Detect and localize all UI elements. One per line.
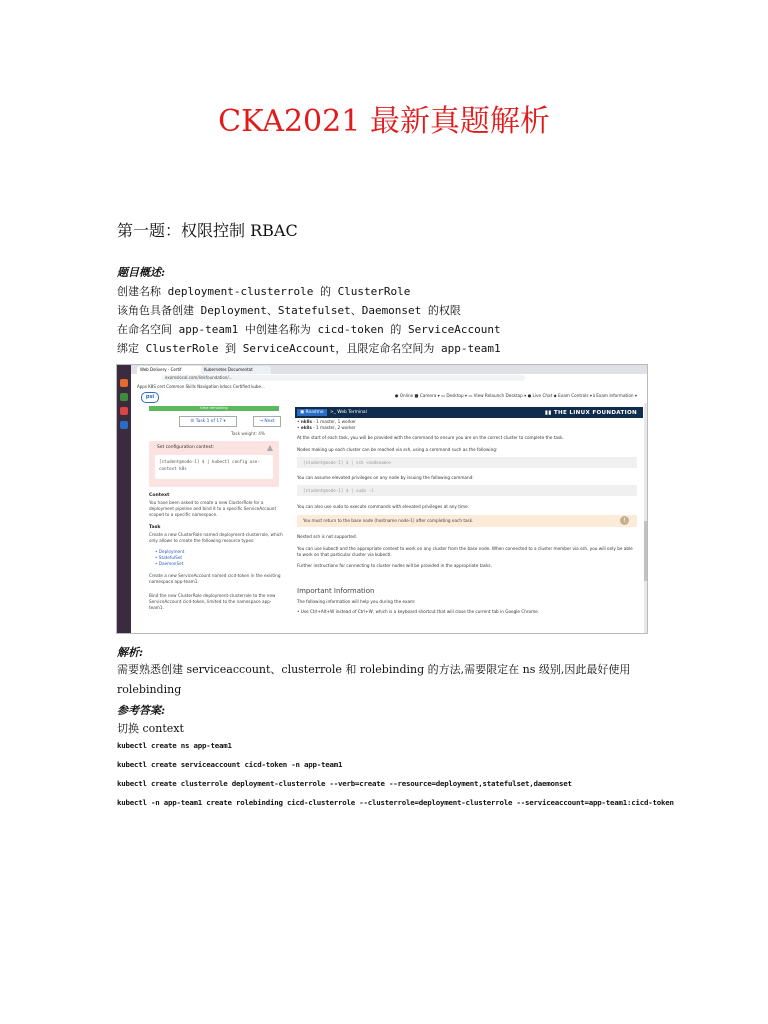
browser-tab-2: Kubernetes Documentat: [201, 366, 271, 374]
rp-text-1: At the start of each task, you will be provided with the command to ensure you are on the correct cluster to complete the task.: [297, 435, 564, 440]
context-heading: Context: [149, 493, 170, 498]
task-item-1: • Deployment: [155, 549, 185, 554]
rp-text-7: Further instructions for connecting to cluster nodes will be provided in the appropriate tasks.: [297, 563, 492, 568]
important-heading: Important Information: [297, 587, 375, 595]
task-item-2: • StatefulSet: [155, 555, 183, 560]
url-field: examslocal.com/linkfoundation/...: [161, 375, 525, 381]
command-3: kubectl create clusterrole deployment-clusterrole --verb=create --resource=deployment,statefulset,daemonset: [117, 779, 572, 788]
command-1: kubectl create ns app-team1: [117, 741, 232, 750]
page-title: CKA2021 最新真题解析: [218, 104, 550, 139]
bookmarks-bar: Apps K8S cert Common Skills Navigation kdocs Certified kube...: [131, 383, 647, 391]
exam-tools: ● Online ■ Camera ▾ ▭ Desktop ▾ ▭ View Relaunch Desktop ▾ ● Live Chat ◆ Exam Controls ▾ ℹ Exam Information ▾: [394, 393, 637, 398]
scroll-thumb: [644, 521, 647, 581]
linux-foundation-logo: ▮▮ THE LINUX FOUNDATION: [544, 410, 637, 416]
rp-text-8: The following information will help you during the exam:: [297, 599, 416, 604]
browser-tabs: [131, 365, 647, 374]
analysis-text: 需要熟悉创建 serviceaccount、clusterrole 和 rolebinding 的方法,需要限定在 ns 级别,因此最好使用 rolebinding: [117, 663, 631, 696]
ubuntu-icon: [120, 379, 128, 387]
task-selector: ☰ Task 1 of 17 ▾: [179, 416, 237, 427]
task-text: Create a new ClusterRole named deployment-clusterrole, which only allows to create the following resource types:: [149, 532, 283, 544]
chrome-icon: [120, 393, 128, 401]
task-text-3: Bind the new ClusterRole deployment-clusterrole to the new ServiceAccount cicd-token, limited to the namespace app-team1.: [149, 593, 276, 611]
analysis-label: 解析:: [117, 646, 144, 659]
config-context-box: [149, 441, 279, 487]
cluster-list: [297, 419, 637, 431]
rp-text-9: • Use Ctrl+Alt+W instead of Ctrl+W, which is a keyboard shortcut that will close the current tab in Google Chrome.: [297, 609, 540, 614]
rp-note: [297, 515, 637, 527]
task-heading: Task: [149, 525, 161, 530]
rp-note-text: You must return to the base node (hostname node-1) after completing each task.: [303, 518, 474, 523]
browser-tab-1: Web Delivery - Certif: [137, 366, 203, 374]
time-remaining-bar: time remaining: [149, 406, 279, 411]
next-button: → Next: [253, 416, 281, 427]
cluster-line-1: • nk8s - 1 master, 1 worker: [297, 419, 356, 424]
context-text: You have been asked to create a new ClusterRole for a deployment pipeline and bind it to a specific ServiceAccount scoped to a specific namespace.: [149, 500, 277, 518]
task-pane: [131, 403, 290, 633]
command-4: kubectl -n app-team1 create rolebinding cicd-clusterrole --clusterrole=deployment-clusterrole --serviceaccount=app-team1:cicd-token: [117, 798, 674, 807]
switch-context-line: 切换 context: [117, 722, 184, 735]
question-heading: 第一题：权限控制 RBAC: [117, 221, 298, 240]
overview-line-3: 在命名空间 app-team1 中创建名称为 cicd-token 的 ServiceAccount: [117, 323, 501, 336]
config-code: [155, 455, 273, 479]
readme-tab: ▣ Readme: [297, 409, 327, 416]
rp-text-5: Nested ssh is not supported.: [297, 534, 357, 539]
psi-logo: psi: [141, 392, 159, 403]
task-item-3: • DaemonSet: [155, 561, 184, 566]
rp-text-6: You can use kubectl and the appropriate context to work on any cluster from the base node. When connected to a cluster member via ssh, you will only be able to work on that particular cluster via kubectl.: [297, 546, 633, 557]
overview-line-4: 绑定 ClusterRole 到 ServiceAccount，且限定命名空间为 app-team1: [117, 342, 501, 355]
rp-text-3: You can assume elevated privileges on any node by issuing the following command:: [297, 475, 474, 480]
task-text-2: Create a new ServiceAccount named cicd-token in the existing namespace app-team1.: [149, 573, 281, 585]
config-cmd-2: context k8s: [159, 466, 187, 471]
rp-code-1: [student@node-1] $ | ssh <nodename>: [297, 457, 637, 468]
command-2: kubectl create serviceaccount cicd-token -n app-team1: [117, 760, 343, 769]
config-cmd-1: [student@node-1] $ | kubectl config use-: [159, 459, 260, 464]
overview-line-1: 创建名称 deployment-clusterrole 的 ClusterRole: [117, 285, 411, 298]
cluster-line-2: • ek8s - 1 master, 2 worker: [297, 425, 356, 430]
overview-label: 题目概述:: [117, 266, 166, 279]
overview-line-2: 该角色具备创建 Deployment、Statefulset、Daemonset 的权限: [117, 304, 461, 317]
info-icon: !: [620, 516, 629, 525]
web-terminal-tab: >_ Web Terminal: [330, 410, 367, 415]
exam-screenshot: [116, 364, 648, 634]
app-icon: [120, 407, 128, 415]
code-icon: [120, 421, 128, 429]
warning-icon: ▲: [266, 443, 273, 452]
rp-code-2: [student@node-1] $ | sudo -i: [297, 485, 637, 496]
os-dock: [117, 365, 131, 633]
rp-text-4: You can also use sudo to execute commands with elevated privileges at any time.: [297, 504, 470, 509]
readme-scrollbar: [644, 403, 647, 633]
readme-pane: [289, 403, 647, 633]
rp-text-2: Nodes making up each cluster can be reached via ssh, using a command such as the following:: [297, 447, 498, 452]
answer-label: 参考答案:: [117, 704, 166, 717]
readme-tabbar: [295, 407, 643, 418]
exam-toolbar: [131, 390, 647, 404]
config-title: Set configuration context:: [157, 445, 215, 450]
task-weight: Task weight: 4%: [231, 431, 265, 436]
